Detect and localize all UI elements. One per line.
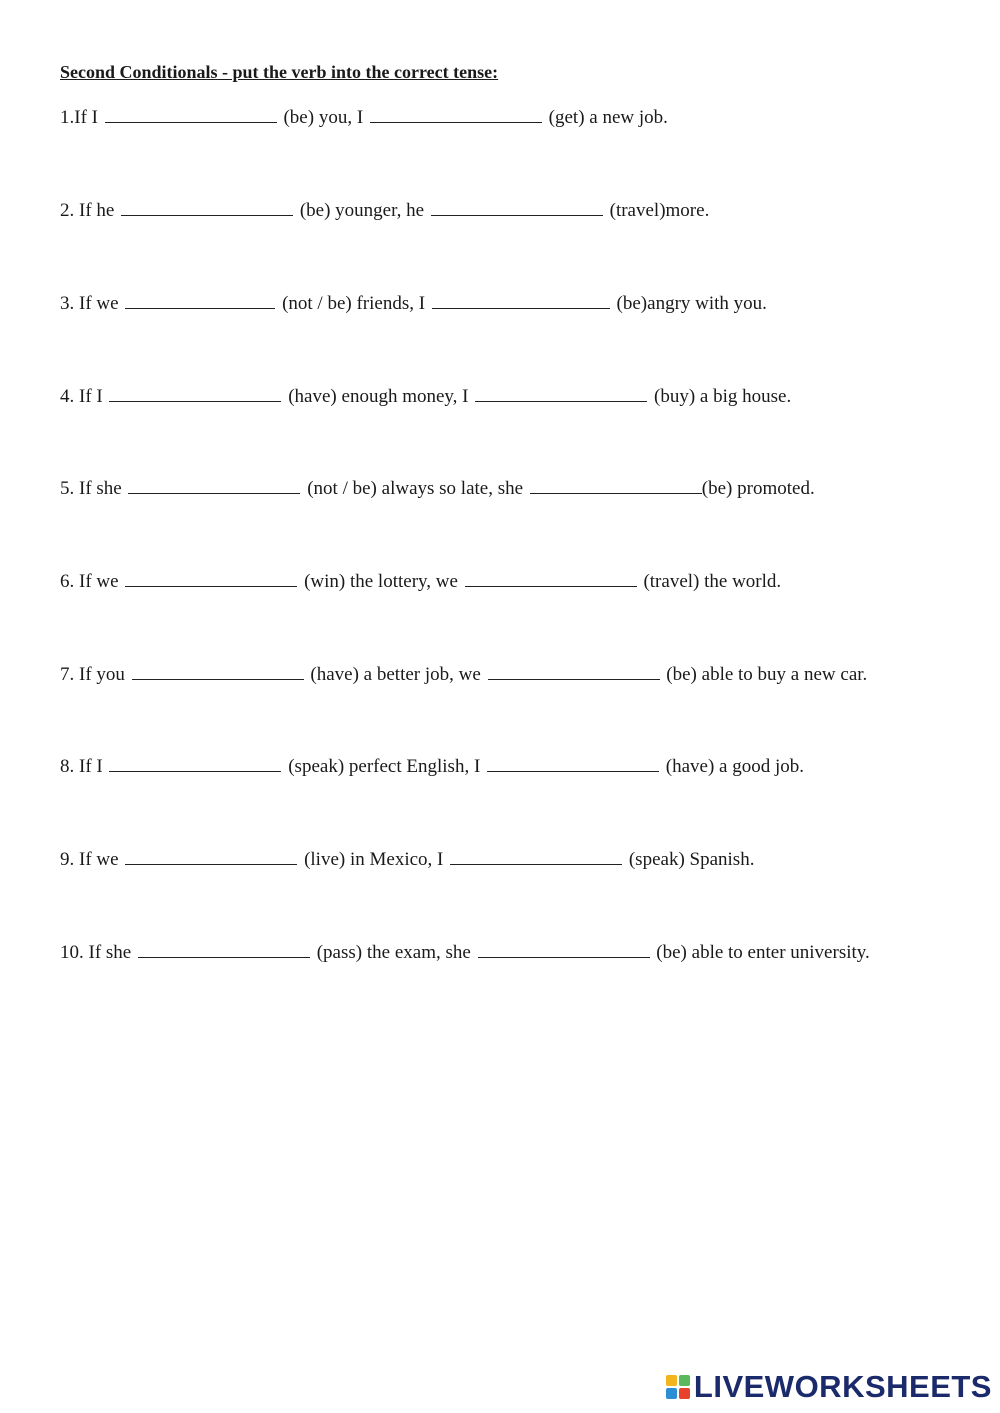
answer-blank-6a[interactable]	[125, 570, 297, 587]
answer-blank-10b[interactable]	[478, 941, 650, 958]
exercise-mid: (have) a better job, we	[310, 664, 481, 685]
answer-blank-8b[interactable]	[487, 755, 659, 772]
exercise-4	[60, 385, 791, 409]
exercise-lead: 3. If we	[60, 293, 119, 314]
liveworksheets-logo-icon	[666, 1375, 690, 1399]
exercise-5	[60, 477, 815, 501]
logo-square-icon	[679, 1375, 690, 1386]
answer-blank-2a[interactable]	[121, 199, 293, 216]
exercise-1	[60, 106, 668, 130]
answer-blank-7b[interactable]	[488, 663, 660, 680]
exercise-lead: 8. If I	[60, 756, 103, 777]
exercise-mid: (be) younger, he	[299, 200, 425, 221]
exercise-lead: 1.If I	[60, 107, 98, 128]
answer-blank-4b[interactable]	[475, 385, 647, 402]
answer-blank-6b[interactable]	[465, 570, 637, 587]
exercise-mid: (have) enough money, I	[288, 386, 469, 407]
exercise-tail: (be) able to enter university.	[656, 942, 870, 963]
exercise-mid: (not / be) always so late, she	[307, 478, 524, 499]
worksheet-title: Second Conditionals - put the verb into the correct tense:	[60, 62, 499, 82]
answer-blank-3b[interactable]	[432, 292, 610, 309]
answer-blank-4a[interactable]	[109, 385, 281, 402]
exercise-6	[60, 570, 781, 594]
exercise-mid: (be) you, I	[283, 107, 364, 128]
answer-blank-1b[interactable]	[370, 106, 542, 123]
exercise-3	[60, 292, 767, 316]
exercise-mid: (pass) the exam, she	[316, 942, 471, 963]
exercise-tail: (be) promoted.	[701, 478, 815, 499]
answer-blank-5b[interactable]	[530, 477, 702, 494]
logo-square-icon	[666, 1375, 677, 1386]
exercise-9	[60, 848, 754, 872]
logo-square-icon	[679, 1388, 690, 1399]
logo-square-icon	[666, 1388, 677, 1399]
liveworksheets-logo[interactable]	[666, 1367, 992, 1407]
exercise-mid: (not / be) friends, I	[282, 293, 426, 314]
exercise-tail: (be)angry with you.	[616, 293, 767, 314]
answer-blank-10a[interactable]	[138, 941, 310, 958]
logo-text: LIVEWORKSHEETS	[693, 1369, 992, 1404]
exercise-tail: (travel) the world.	[643, 571, 782, 592]
answer-blank-1a[interactable]	[105, 106, 277, 123]
answer-blank-8a[interactable]	[109, 755, 281, 772]
answer-blank-9b[interactable]	[450, 848, 622, 865]
answer-blank-2b[interactable]	[431, 199, 603, 216]
exercise-mid: (speak) perfect English, I	[288, 756, 481, 777]
exercise-2	[60, 199, 709, 223]
exercise-mid: (win) the lottery, we	[304, 571, 458, 592]
exercise-lead: 5. If she	[60, 478, 122, 499]
exercise-tail: (travel)more.	[609, 200, 710, 221]
answer-blank-9a[interactable]	[125, 848, 297, 865]
exercise-7	[60, 663, 867, 687]
exercise-tail: (be) able to buy a new car.	[666, 664, 868, 685]
answer-blank-5a[interactable]	[128, 477, 300, 494]
exercise-lead: 10. If she	[60, 942, 132, 963]
answer-blank-3a[interactable]	[125, 292, 275, 309]
exercise-lead: 7. If you	[60, 664, 125, 685]
exercise-tail: (get) a new job.	[548, 107, 668, 128]
exercise-tail: (buy) a big house.	[654, 386, 792, 407]
exercise-8	[60, 755, 804, 779]
exercise-mid: (live) in Mexico, I	[304, 849, 444, 870]
answer-blank-7a[interactable]	[132, 663, 304, 680]
exercise-tail: (have) a good job.	[665, 756, 805, 777]
exercise-lead: 4. If I	[60, 386, 103, 407]
exercise-lead: 6. If we	[60, 571, 119, 592]
exercise-lead: 9. If we	[60, 849, 119, 870]
exercise-lead: 2. If he	[60, 200, 115, 221]
exercise-10	[60, 941, 870, 965]
exercise-tail: (speak) Spanish.	[628, 849, 755, 870]
